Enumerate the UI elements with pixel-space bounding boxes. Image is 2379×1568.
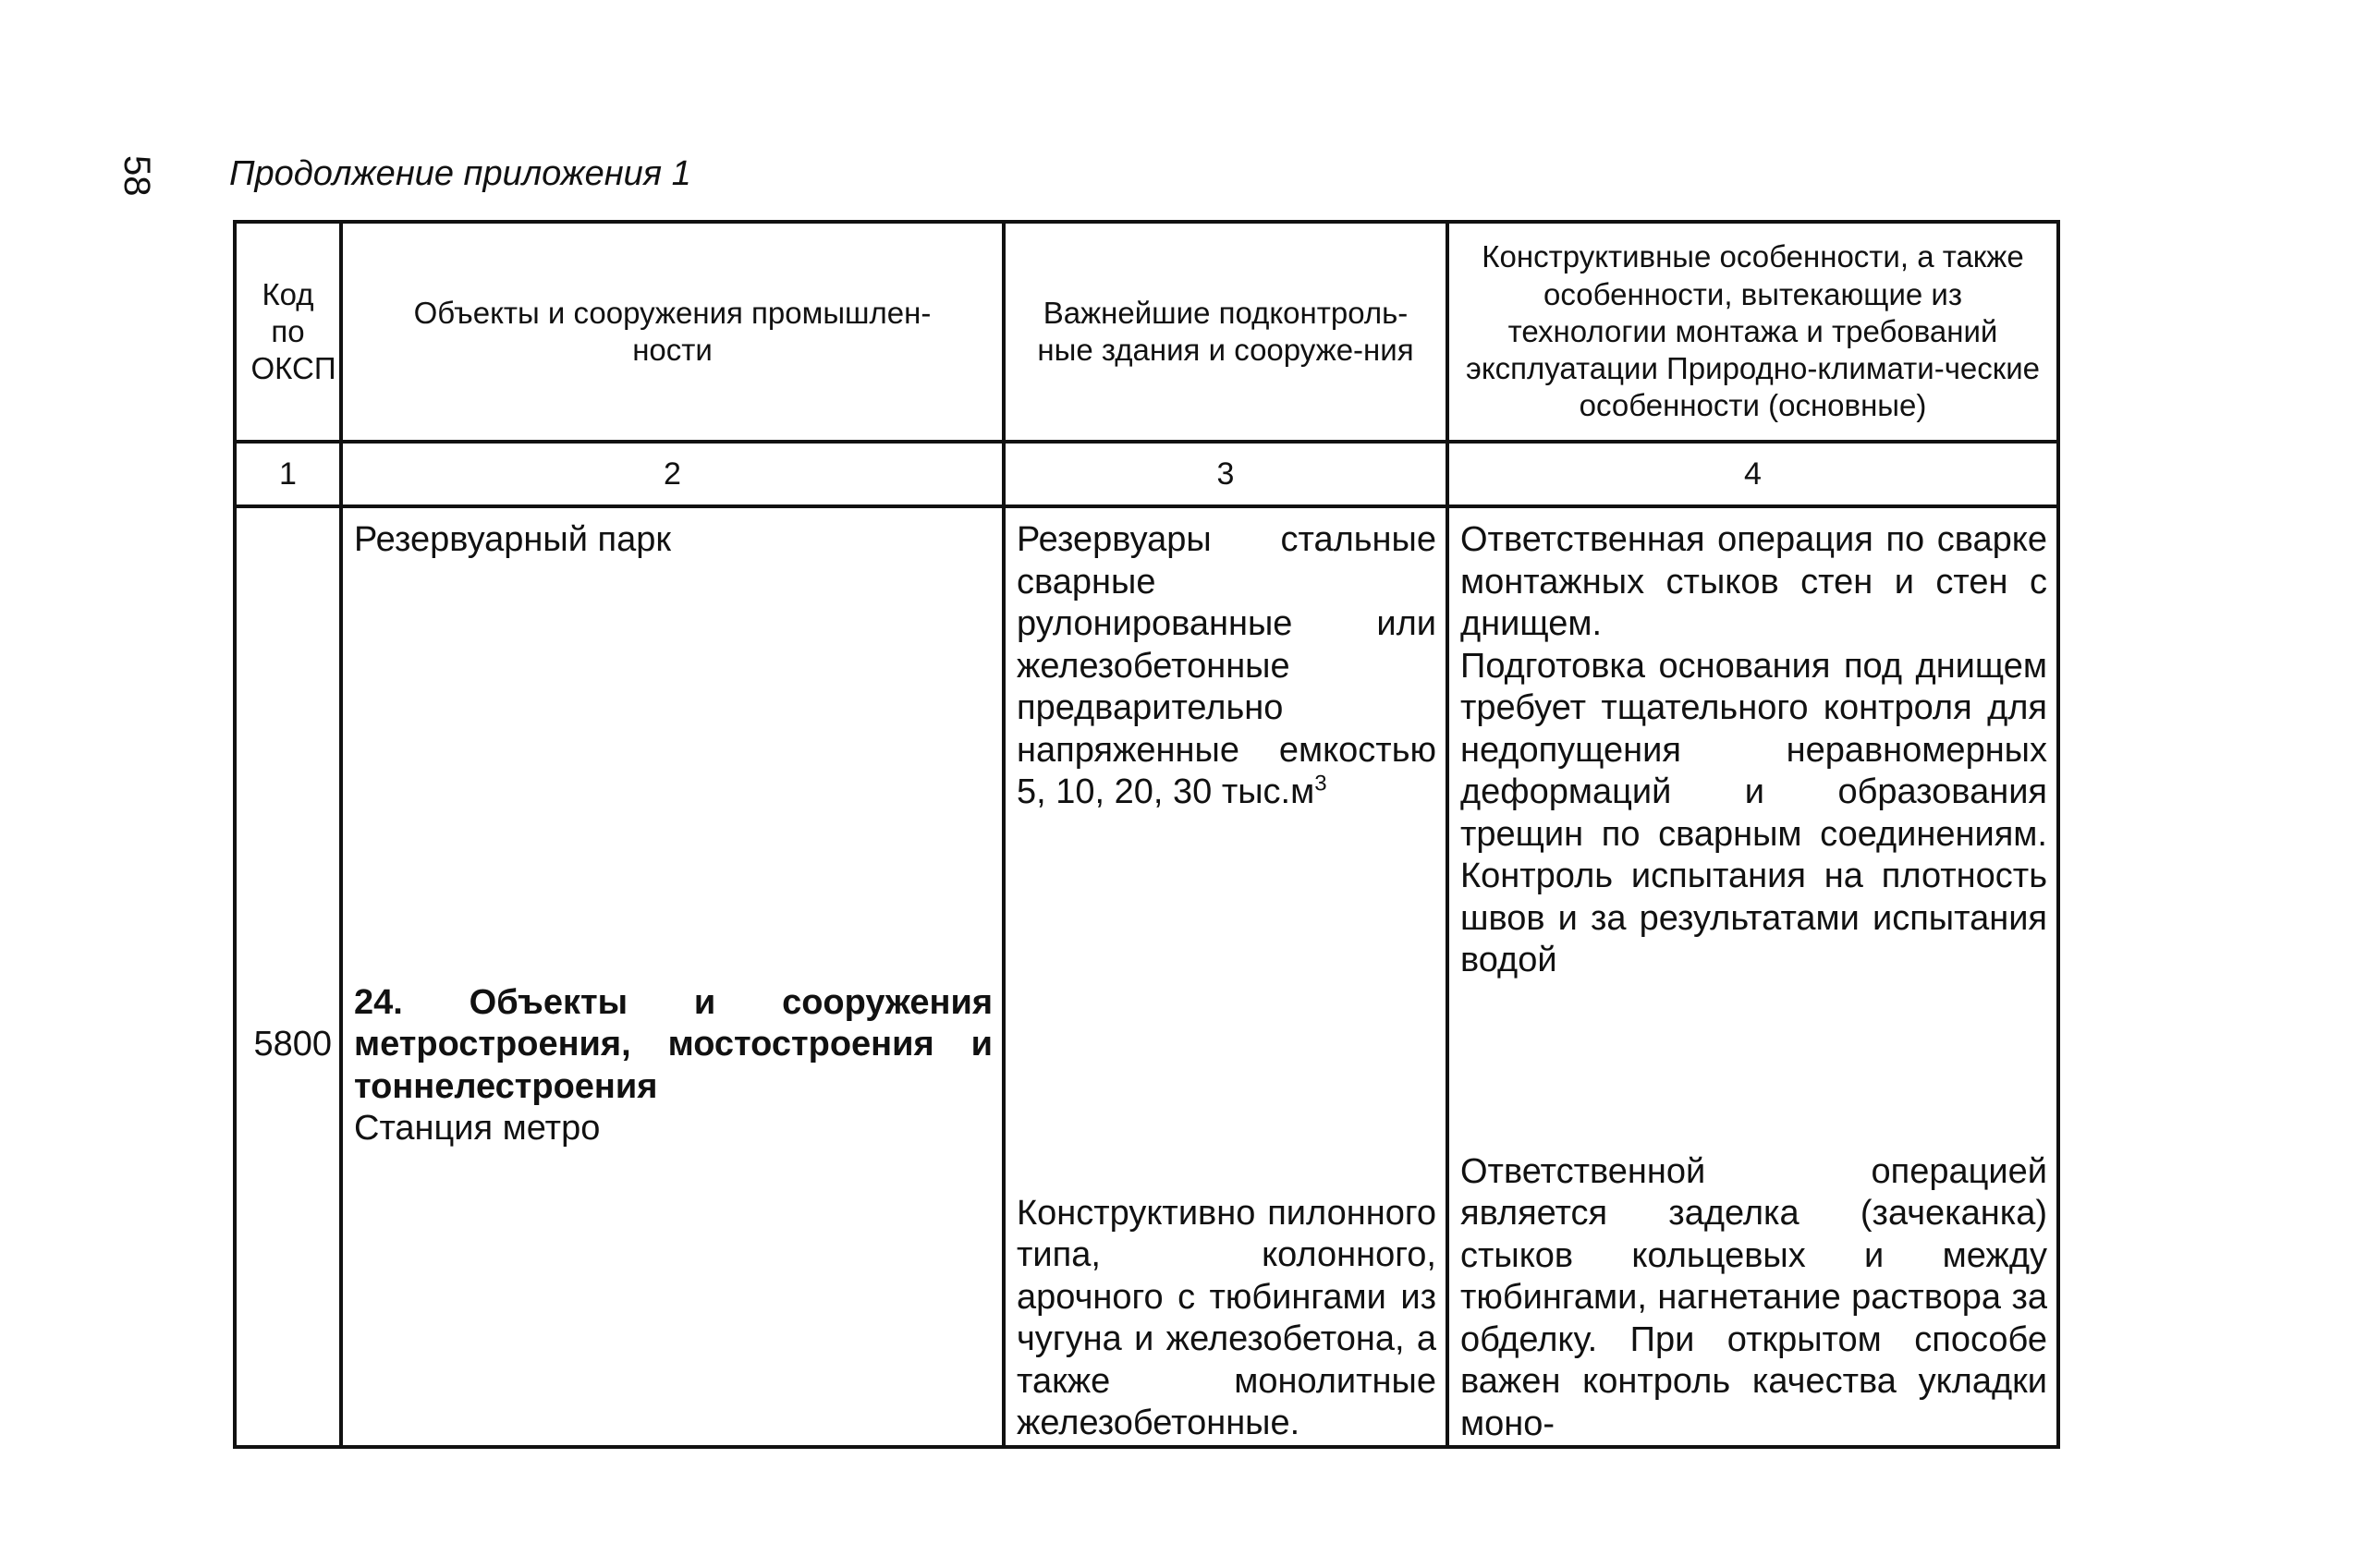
objects-cell bbox=[341, 506, 1004, 1447]
controlled-description: Конструктивно пилонного типа, колонного, арочного с тюбингами из чугуна и железобетона, а также монолитные железобетонные. bbox=[1017, 1193, 1436, 1442]
continuation-heading: Продолжение приложения 1 bbox=[229, 154, 691, 193]
header-code-text: Код по ОКСП bbox=[250, 276, 336, 386]
header-features bbox=[1447, 222, 2058, 442]
appendix-table bbox=[233, 220, 2060, 1449]
column-number-row bbox=[235, 442, 2058, 506]
superscript-unit: 3 bbox=[1314, 771, 1327, 796]
objects-spacer bbox=[354, 562, 993, 982]
feature-paragraph: Ответственной операцией является заделка (зачеканка) стыков кольцевых и между тюбингами, нагнетание раствора за обделку. При открытом способе важен контроль качества укладки моно- bbox=[1460, 1151, 2047, 1443]
code-spacer bbox=[237, 519, 332, 1024]
column-number: 2 bbox=[341, 442, 1004, 506]
code-cell bbox=[235, 506, 341, 1447]
header-features-text: Конструктивные особенности, а также особенности, вытекающие из технологии монтажа и требований эксплуатации Природно-климати-ческие особенности (основные) bbox=[1466, 239, 2040, 423]
feature-paragraph: Ответственная операция по сварке монтажных стыков стен и стен с днищем. bbox=[1460, 520, 2047, 643]
header-code bbox=[235, 222, 341, 442]
row-code: 5800 bbox=[253, 1025, 332, 1064]
controlled-description bbox=[1017, 519, 1436, 814]
controlled-spacer bbox=[1017, 814, 1436, 1193]
header-objects-text: Объекты и сооружения промышлен-ности bbox=[413, 295, 932, 367]
controlled-cell bbox=[1004, 506, 1447, 1447]
features-cell bbox=[1447, 506, 2058, 1447]
column-number: 4 bbox=[1447, 442, 2058, 506]
header-controlled bbox=[1004, 222, 1447, 442]
header-objects bbox=[341, 222, 1004, 442]
object-name: Резервуарный парк bbox=[354, 520, 671, 559]
header-controlled-text: Важнейшие подконтроль-ные здания и сооруже-ния bbox=[1037, 295, 1414, 367]
feature-paragraph: Подготовка основания под днищем требует тщательного контроля для недопущения неравномерных деформаций и образования трещин по сварным соединениям. Контроль испытания на плотность швов и за результатами испытания водой bbox=[1460, 646, 2047, 979]
column-number: 1 bbox=[235, 442, 341, 506]
features-spacer bbox=[1460, 982, 2047, 1151]
table-header-row bbox=[235, 222, 2058, 442]
object-name: Станция метро bbox=[354, 1109, 601, 1148]
table-body-row bbox=[235, 506, 2058, 1447]
section-title: 24. Объекты и сооружения метростроения, мостостроения и тоннелестроения bbox=[354, 982, 993, 1106]
column-number: 3 bbox=[1004, 442, 1447, 506]
controlled-text: Резервуары стальные сварные рулонированные или железобетонные предварительно напряженные емкостью 5, 10, 20, 30 тыс.м bbox=[1017, 520, 1436, 811]
page-number: 58 bbox=[116, 155, 157, 197]
